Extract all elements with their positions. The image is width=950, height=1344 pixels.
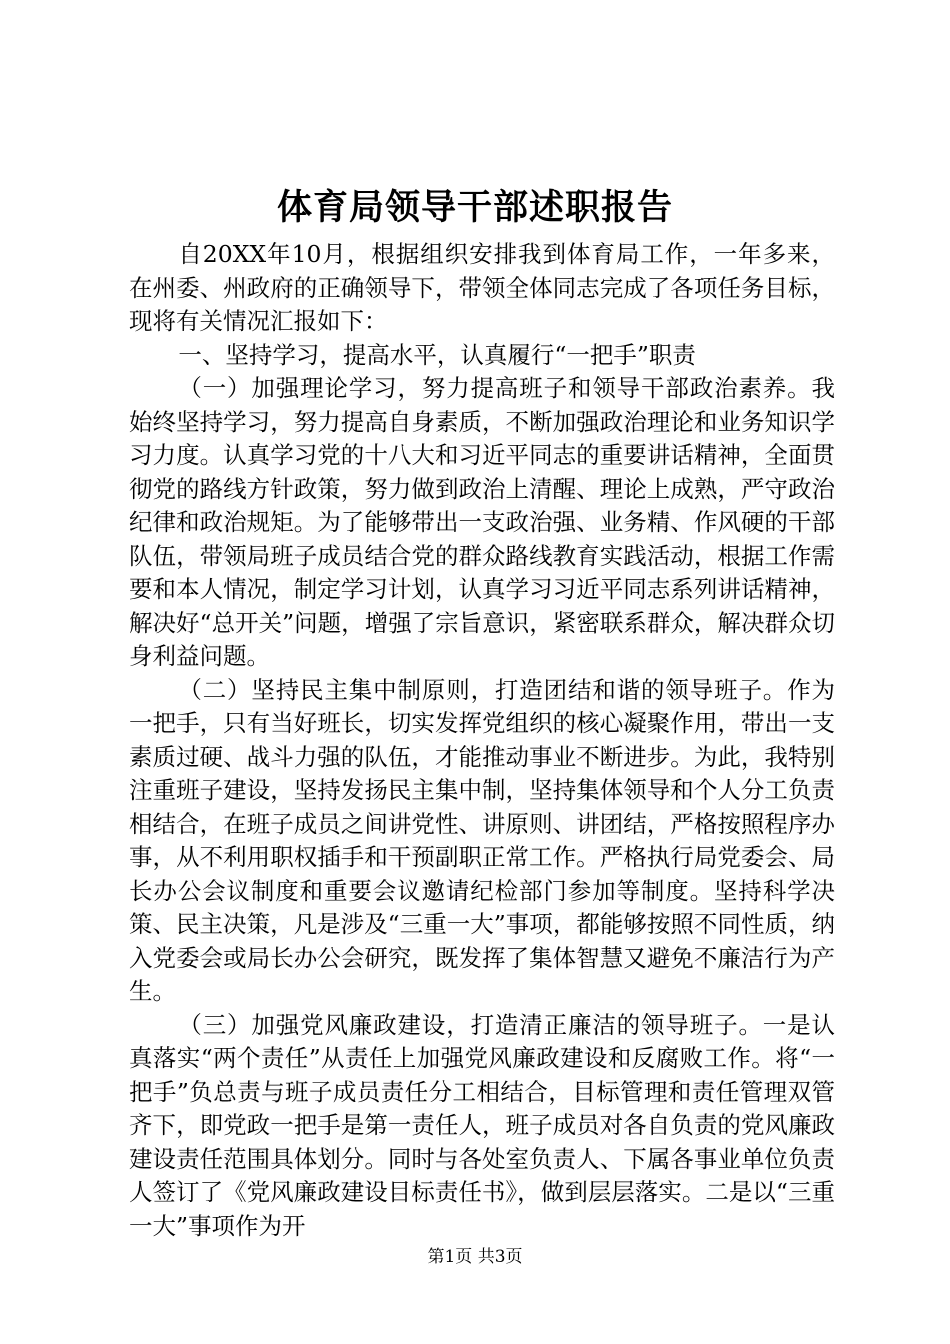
- paragraph-subsection-3: （三）加强党风廉政建设，打造清正廉洁的领导班子。一是认真落实“两个责任”从责任上加强党风廉政建设和反腐败工作。将“一把手”负总责与班子成员责任分工相结合，目标管理和责任管理双管齐下，即党政一把手是第一责任人，班子成员对各自负责的党风廉政建设责任范围具体划分。同时与各处室负责人、下属各事业单位负责人签订了《党风廉政建设目标责任书》，做到层层落实。二是以“三重一大”事项作为开: [129, 1010, 835, 1240]
- paragraph-intro: 自20XX年10月，根据组织安排我到体育局工作，一年多来，在州委、州政府的正确领导下，带领全体同志完成了各项任务目标，现将有关情况汇报如下：: [129, 240, 835, 335]
- section-heading-1: 一、坚持学习，提高水平，认真履行“一把手”职责: [178, 340, 696, 369]
- document-title: 体育局领导干部述职报告: [276, 187, 673, 228]
- page-footer: 第1页 共3页: [427, 1247, 523, 1267]
- document-body: [129, 238, 835, 1243]
- paragraph-subsection-1: （一）加强理论学习，努力提高班子和领导干部政治素养。我始终坚持学习，努力提高自身素质，不断加强政治理论和业务知识学习力度。认真学习党的十八大和习近平同志的重要讲话精神，全面贯彻党的路线方针政策，努力做到政治上清醒、理论上成熟，严守政治纪律和政治规矩。为了能够带出一支政治强、业务精、作风硬的干部队伍，带领局班子成员结合党的群众路线教育实践活动，根据工作需要和本人情况，制定学习计划，认真学习习近平同志系列讲话精神，解决好“总开关”问题，增强了宗旨意识，紧密联系群众，解决群众切身利益问题。: [129, 374, 835, 670]
- paragraph-subsection-2: （二）坚持民主集中制原则，打造团结和谐的领导班子。作为一把手，只有当好班长，切实发挥党组织的核心凝聚作用，带出一支素质过硬、战斗力强的队伍，才能推动事业不断进步。为此，我特别注重班子建设，坚持发扬民主集中制，坚持集体领导和个人分工负责相结合，在班子成员之间讲党性、讲原则、讲团结，严格按照程序办事，从不利用职权插手和干预副职正常工作。严格执行局党委会、局长办公会议制度和重要会议邀请纪检部门参加等制度。坚持科学决策、民主决策，凡是涉及“三重一大”事项，都能够按照不同性质，纳入党委会或局长办公会研究，既发挥了集体智慧又避免不廉洁行为产生。: [129, 675, 835, 1005]
